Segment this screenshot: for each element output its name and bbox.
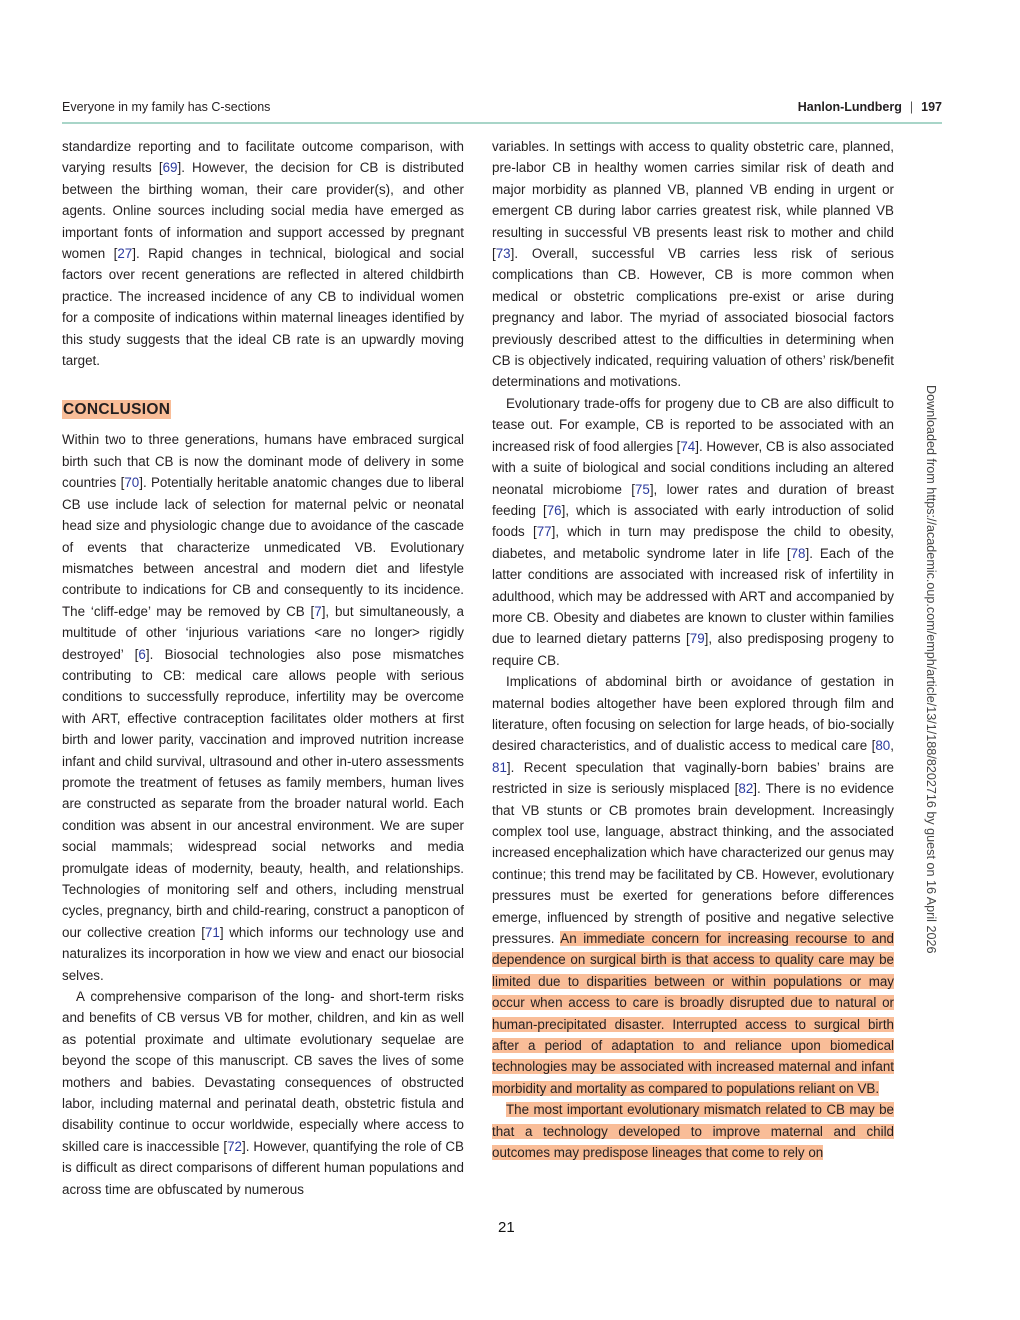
- section-heading-conclusion: CONCLUSION: [63, 401, 171, 419]
- journal-page-number: 197: [921, 100, 942, 114]
- highlighted-text[interactable]: The most important evolutionary mismatch related to CB may be that a technology developed to improve maternal and child outcomes may predispose lineages that come to rely on: [492, 1102, 894, 1161]
- paragraph: A comprehensive comparison of the long- and short-term risks and benefits of CB versus VB for mother, children, and kin as well as potential proximate and ultimate evolutionary sequelae are beyond the scope of this manuscript. CB saves the lives of some mothers and babies. Devastating consequences of obstructed labor, including maternal and perinatal death, obstetric fistula and disability continue to occur worldwide, especially where access to skilled care is inaccessible [72]. However, quantifying the role of CB is difficult as direct comparisons of different human populations and across time are obfuscated by numerous: [62, 989, 464, 1197]
- highlighted-text[interactable]: An immediate concern for increasing recourse to and dependence on surgical birth is that access to quality care may be limited due to disparities between or within populations or may occur when access to care is broadly disrupted due to natural or human-precipitated disaster. Interrupted access to surgical birth after a period of adaptation to and reliance upon biomedical technologies may be associated with increased maternal and infant morbidity and mortality as compared to populations reliant on VB.: [492, 931, 894, 1096]
- citation-link[interactable]: 77: [536, 524, 552, 540]
- running-title: Everyone in my family has C-sections: [62, 100, 271, 114]
- header-separator: |: [909, 100, 914, 114]
- citation-link[interactable]: 74: [680, 438, 696, 454]
- running-header: [62, 100, 942, 118]
- left-column: [62, 136, 464, 1200]
- paragraph: variables. In settings with access to quality obstetric care, planned, pre-labor CB in healthy women carries similar risk of death and major morbidity as planned VB, planned VB ending in urgent or emergent CB during labor carries greatest risk, while planned VB resulting in successful VB presents least risk to mother and child [73]. Overall, successful VB carries less risk of serious complications than CB. However, CB is more common when medical or obstetric complications pre-exist or arise during pregnancy and labor. The myriad of associated biosocial factors previously described attest to the difficulties in determining when CB is objectively indicated, requiring valuation of others’ risk/benefit determinations and motivations.: [492, 139, 894, 390]
- citation-link[interactable]: 27: [117, 246, 133, 262]
- citation-link[interactable]: 79: [689, 631, 705, 647]
- citation-link[interactable]: 73: [495, 246, 511, 262]
- citation-link[interactable]: 70: [124, 475, 140, 491]
- paragraph: Implications of abdominal birth or avoidance of gestation in maternal bodies altogether have been explored through film and literature, often focusing on selection for large heads, of bio-socially desired characteristics, and of dualistic access to medical care [80, 81]. Recent speculation that vaginally-born babies’ brains are restricted in size is seriously misplaced [82]. There is no evidence that VB stunts or CB promotes brain development. Increasingly complex tool use, language, abstract thinking, and the associated increased encephalization which have characterized our genus may continue; this trend may be facilitated by CB. However, evolutionary pressures must be exerted for generations before differences emerge, influenced by strength of positive and negative selective pressures. An immediate concern for increasing recourse to and dependence on surgical birth is that access to quality care may be limited due to disparities between or within populations or may occur when access to care is broadly disrupted due to natural or human-precipitated disaster. Interrupted access to surgical birth after a period of adaptation to and reliance upon biomedical technologies may be associated with increased maternal and infant morbidity and mortality as compared to populations reliant on VB.: [492, 674, 894, 1096]
- citation-link[interactable]: 6: [138, 646, 146, 662]
- citation-link[interactable]: 71: [204, 924, 220, 940]
- paragraph: Evolutionary trade-offs for progeny due to CB are also difficult to tease out. For example, CB is reported to be associated with an increased risk of food allergies [74]. However, CB is also associated with a suite of biological and social conditions including an altered neonatal microbiome [75], lower rates and duration of breast feeding [76], which is associated with early introduction of solid foods [77], which in turn may predispose the child to obesity, diabetes, and metabolic syndrome later in life [78]. Each of the latter conditions are associated with increased risk of infertility in adulthood, which may be addressed with ART and accompanied by more CB. Obesity and diabetes are known to cluster within families due to learned dietary patterns [79], also predisposing progeny to require CB.: [492, 395, 895, 668]
- citation-link[interactable]: 75: [634, 481, 650, 497]
- author-name: Hanlon-Lundberg: [797, 100, 902, 114]
- header-rule: [62, 122, 942, 124]
- citation-link[interactable]: 80: [875, 738, 891, 754]
- paragraph: [492, 1099, 894, 1163]
- pdf-page-number: 21: [498, 1219, 515, 1236]
- citation-link[interactable]: 69: [162, 160, 178, 176]
- citation-link[interactable]: 72: [227, 1138, 242, 1154]
- citation-link[interactable]: 78: [790, 545, 806, 561]
- citation-link[interactable]: 76: [546, 502, 562, 518]
- paragraph: Within two to three generations, humans have embraced surgical birth such that CB is now the dominant mode of delivery in some countries [70]. Potentially heritable anatomic changes due to liberal CB use include lack of selection for maternal pelvic or neonatal head size and physiologic change due to avoidance of the cascade of events that characterize unmedicated VB. Evolutionary mismatches between ancestral and modern diet and lifestyle contribute to indications for CB and consequently to its incidence. The ‘cliff-edge’ may be removed by CB [7], but simultaneously, a multitude of other ‘injurious variations <are no longer> rigidly destroyed’ [6]. Biosocial technologies also pose mismatches contributing to CB: medical care allows people with serious conditions to successfully reproduce, infertility may be overcome with ART, effective contraception facilitates older mothers at first birth and lower parity, vaccination and improved nutrition increase infant and child survival, ultrasound and other in-utero assessments promote the treatment of fetuses as family members, human lives are constructed as separate from the broader natural world. Each condition was absent in our ancestral environment. We are super social mammals; widespread social networks and media promulgate ideas of modernity, beauty, health, and relationships. Technologies of monitoring self and others, including menstrual cycles, pregnancy, birth and child-rearing, construct a panopticon of our collective creation [71] which informs our technology use and naturalizes its incorporation in how we view and enact our biosocial selves.: [62, 432, 464, 983]
- citation-link[interactable]: 82: [738, 781, 754, 797]
- citation-link[interactable]: 81: [492, 759, 507, 775]
- author-page: [798, 100, 942, 114]
- paragraph: standardize reporting and to facilitate outcome comparison, with varying results [69]. However, the decision for CB is distributed between the birthing woman, their care provider(s), and other agents. Online sources including social media have emerged as important fonts of information and support accessed by pregnant women [27]. Rapid changes in technical, biological and social factors over recent generations are reflected in altered childbirth practice. The increased incidence of any CB to individual women for a composite of indications within maternal lineages identified by this study suggests that the ideal CB rate is an upwardly moving target.: [62, 139, 464, 369]
- right-column: [492, 136, 894, 1164]
- download-watermark: Downloaded from https://academic.oup.com/emph/article/13/1/188/8202716 by guest on 16 April 2026: [924, 385, 938, 954]
- citation-link[interactable]: 7: [314, 603, 322, 619]
